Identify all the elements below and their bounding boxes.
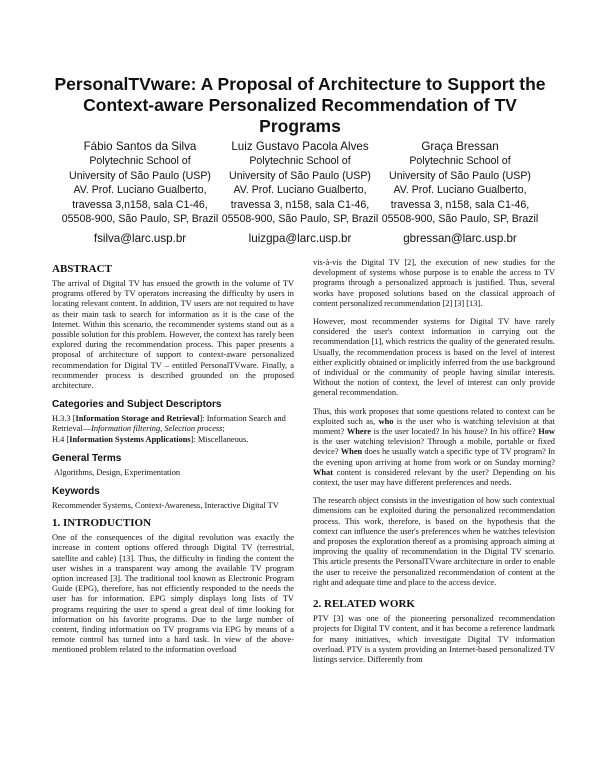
category-code: H.3.3 [ — [52, 414, 76, 424]
right-column — [313, 258, 555, 665]
related-work-heading: 2. RELATED WORK — [313, 598, 415, 611]
author-address: 05508-900, São Paulo, SP, Brazil — [381, 213, 539, 226]
author-address: AV. Prof. Luciano Gualberto, — [73, 184, 207, 197]
general-terms-heading: General Terms — [52, 452, 122, 464]
keywords-heading: Keywords — [52, 486, 100, 498]
author-address: AV. Prof. Luciano Gualberto, — [393, 184, 527, 197]
author-name: Luiz Gustavo Pacola Alves — [231, 140, 369, 153]
introduction-text: One of the consequences of the digital revolution was exactly the increase in content options offered through Digital TV (terrestrial, satellite and cable) [13]. Thus, the difficulty in finding the content the user wishes in a transparent way among the available TV program option increased [3]. The traditional tool known as Electronic Program Guide (EPG), therefore, has not efficiently responded to the needs the user has for information. EPG simply displays long lists of TV programs requiring the user to spend a great deal of time looking for information on his favorite programs. Due to the large number of content, finding information on TV programs via EPG by means of a remote control has turned into a hard task. In view of the above-mentioned problem related to the information overload — [52, 533, 294, 655]
paper-title: PersonalTVware: A Proposal of Architecture to Support the Context-aware Personalized Recommendation of TV Programs — [54, 74, 546, 136]
author-1 — [50, 139, 230, 247]
author-email: gbressan@larc.usp.br — [403, 231, 517, 245]
paragraph-context-questions — [313, 407, 555, 489]
author-affiliation: University of São Paulo (USP) — [69, 169, 211, 182]
category-descriptor: Information filtering, Selection process — [91, 424, 223, 434]
category-code: H.4 [ — [52, 434, 70, 444]
text-run: is the user who is watching television at that moment? — [313, 416, 555, 437]
emphasis-word: who — [378, 416, 394, 426]
category-name: Information Systems Applications — [69, 434, 191, 444]
text-run: is the user watching television? Through a mobile, portable or fixed device? — [313, 437, 555, 457]
emphasis-word: Where — [346, 427, 371, 437]
general-terms-text: Algorithms, Design, Experimentation — [54, 467, 181, 477]
author-affiliation: Polytechnic School of — [89, 155, 191, 167]
author-affiliation: University of São Paulo (USP) — [389, 169, 531, 182]
author-affiliation: University of São Paulo (USP) — [229, 169, 371, 182]
paragraph: However, most recommender systems for Digital TV have rarely considered the user's context information in carrying out the recommendation [1], which restricts the quality of the generated results. Usually, the recommendation process is based on the level of interest either explicitly obtained or implicitly inferred from the use background of individual or the community of people having similar interests. Without the notion of context, the level of interest can only provide general recommendation. — [313, 317, 555, 398]
keywords-text: Recommender Systems, Context-Awareness, Interactive Digital TV — [52, 501, 279, 511]
category-subject: ]: Miscellaneous. — [190, 434, 249, 444]
author-2 — [210, 139, 390, 247]
category-name: Information Storage and Retrieval — [75, 414, 200, 424]
author-email: fsilva@larc.usp.br — [93, 231, 187, 245]
emphasis-word: What — [313, 467, 334, 477]
author-email: luizgpa@larc.usp.br — [248, 231, 352, 245]
author-address: 05508-900, São Paulo, SP, Brazil — [221, 213, 379, 226]
category-subject: ]: Information Search and Retrieval— — [52, 414, 286, 434]
emphasis-word: When — [340, 447, 363, 457]
author-address: 05508-900, São Paulo, SP, Brazil — [61, 213, 219, 226]
abstract-heading: ABSTRACT — [52, 263, 112, 275]
author-name: Fábio Santos da Silva — [83, 140, 197, 153]
text-run: content is considered relevant by the user? Depending on his context, the user may have different preferences and needs. — [313, 467, 555, 488]
emphasis-word: How — [538, 427, 555, 437]
author-3 — [370, 139, 550, 247]
author-address: travessa 3, n158, sala C1-46, — [390, 198, 530, 211]
categories-text — [52, 414, 294, 445]
paragraph: vis-à-vis the Digital TV [2], the execution of new studies for the development of systems whose purpose is to enable the access to TV programs through a personalized approach is justified. Thus, several works have proposed solutions based on the classical approach of content personalized recommendation [2] [3] [13]. — [313, 258, 555, 308]
left-column — [52, 258, 294, 661]
author-affiliation: Polytechnic School of — [409, 155, 511, 167]
author-name: Graça Bressan — [421, 140, 499, 153]
abstract-text: The arrival of Digital TV has ensued the growth in the volume of TV programs offered by TV operators increasing the difficulty by users in locating relevant content. In addition, TV users are not required to have as their main task to search for information as it is the case of the Internet. Within this scenario, the recommender systems stand out as a possible solution for this problem. However, the context has rarely been explored during the recommendation process. This paper presents a proposal of architecture of support to context-aware personalized recommendation for Digital TV – entitled PersonalTVware. Finally, a recommender process is described grounded on the proposed architecture. — [52, 279, 294, 391]
related-work-text: PTV [3] was one of the pioneering personalized recommendation projects for Digital TV content, and it has become a reference landmark for many initiatives, which investigate Digital TV information overload. PTV is a system providing an Internet-based personalized TV listings service. Differently from — [313, 614, 555, 664]
paragraph: The research object consists in the investigation of how such contextual dimensions can be exploited during the personalized recommendation process. This work, therefore, is based on the hypothesis that the context can influence the user's preferences when he watches television and proposes the exploration thereof as a promising approach aiming at improving the quality of recommendation in the Digital TV scenario. This article presents the PersonalTVware architecture in order to enable the user to receive the personalized recommendation of content at the right and adequate time and place to the access device. — [313, 496, 555, 587]
text-run: does he usually watch a specific type of TV program? In the evening upon arriving at home from work or on Sunday morning? — [313, 447, 555, 467]
text-run: Thus, this work proposes that some questions related to context can be exploited such as, — [313, 406, 555, 426]
categories-heading: Categories and Subject Descriptors — [52, 399, 222, 411]
text-run: is the user located? In his house? In his office? — [370, 427, 539, 437]
author-address: AV. Prof. Luciano Gualberto, — [233, 184, 367, 197]
author-address: travessa 3, n158, sala C1-46, — [230, 198, 370, 211]
category-separator: ; — [222, 424, 225, 434]
author-affiliation: Polytechnic School of — [249, 155, 351, 167]
introduction-heading: 1. INTRODUCTION — [52, 517, 152, 530]
author-address: travessa 3,n158, sala C1-46, — [72, 198, 208, 211]
